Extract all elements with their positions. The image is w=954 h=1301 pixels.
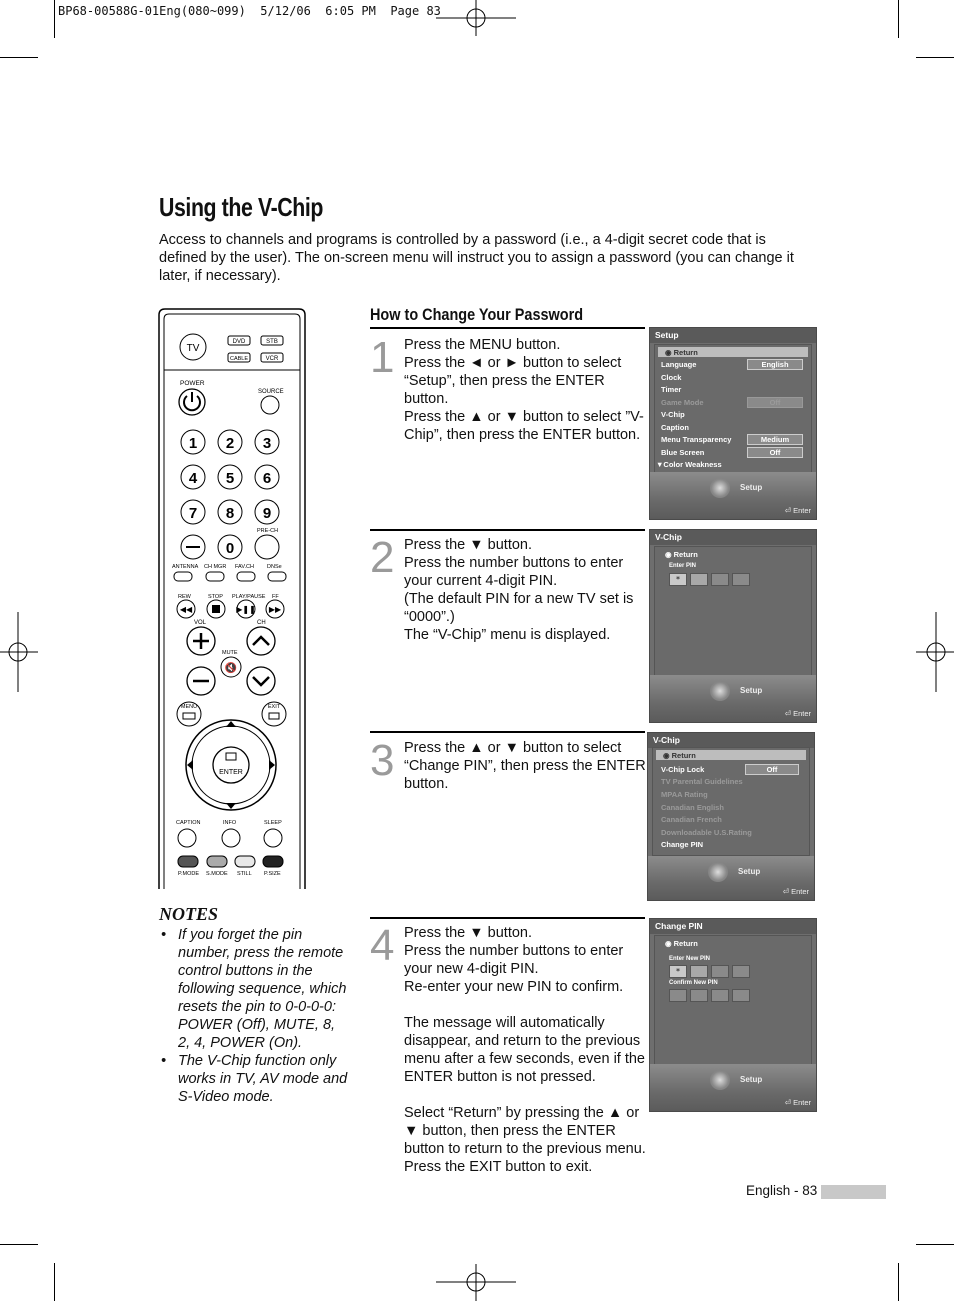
note-item: • If you forget the pin number, press the remote control buttons in the following sequence, which resets the pin to 0-0-0-0: POWER (Off), MUTE, 8, 2, 4, POWER (On).	[159, 926, 349, 1052]
step-2-line: (The default PIN for a new TV set is “0000”.)	[404, 591, 634, 625]
step-4-spacer	[404, 996, 649, 1014]
digit-label: 0	[225, 540, 235, 557]
ff-label: FF	[272, 594, 279, 600]
new-pin-digit-2[interactable]	[690, 965, 708, 978]
step-1-line: Press the MENU button.	[404, 337, 561, 353]
osd-menu-panel	[654, 546, 812, 678]
enter-label: Enter	[793, 506, 811, 515]
osd-footer	[650, 1064, 816, 1111]
setup-gear-icon	[710, 681, 730, 701]
stb-button[interactable]	[261, 336, 283, 345]
psize-label: P.SIZE	[264, 871, 281, 877]
value-language: English	[747, 359, 803, 370]
tv-button[interactable]	[180, 334, 206, 360]
step-1-number: 1	[370, 333, 395, 382]
enter-hint	[785, 1098, 811, 1107]
power-label: POWER	[180, 380, 205, 387]
dnse-label: DNSe	[267, 564, 282, 570]
step-2-number: 2	[370, 533, 395, 582]
menu-item-canadian-english: Canadian English	[661, 803, 724, 812]
still-label: STILL	[237, 871, 252, 877]
menu-item-menu-transparency[interactable]: Menu Transparency	[661, 435, 732, 444]
step-4-line: The message will automatically disappear, and return to the previous menu after a few seconds, even if the ENTER button is not pressed.	[404, 1015, 645, 1085]
osd-menu-panel	[654, 935, 812, 1067]
rew-icon: ◀◀	[179, 605, 193, 614]
menu-item-timer[interactable]: Timer	[661, 385, 682, 394]
chmgr-button[interactable]	[206, 572, 224, 581]
enter-label: Enter	[793, 1098, 811, 1107]
pin-label: Enter PIN	[669, 563, 697, 569]
cable-button[interactable]	[228, 353, 250, 362]
enter-icon: ⏎	[784, 506, 794, 515]
return-item[interactable]	[665, 348, 698, 357]
step-4-text	[404, 924, 649, 1176]
setup-gear-icon	[710, 478, 730, 498]
footer-label: Setup	[740, 483, 763, 492]
print-header: BP68-00588G-01Eng(080~099) 5/12/06 6:05 PM Page 83	[58, 4, 441, 18]
setup-gear-icon	[708, 862, 728, 882]
step-4-line: Re-enter your new PIN to confirm.	[404, 979, 624, 995]
osd-title: V-Chip	[650, 530, 816, 545]
vol-label: VOL	[194, 620, 207, 626]
digit-label: 3	[262, 435, 272, 452]
return-icon: ◉	[665, 550, 674, 559]
digit-label: 5	[225, 470, 235, 487]
osd-title: Change PIN	[650, 919, 816, 934]
enter-button[interactable]	[213, 747, 249, 783]
confirm-pin-digit-1[interactable]	[669, 989, 687, 1002]
mute-label: MUTE	[222, 650, 238, 656]
stop-label: STOP	[208, 594, 223, 600]
enter-label: ENTER	[219, 769, 243, 776]
step-2-rule	[370, 529, 645, 531]
notes-title: NOTES	[159, 904, 219, 924]
step-3-rule	[370, 731, 645, 733]
prech-label: PRE-CH	[257, 528, 279, 534]
menu-item-blue-screen[interactable]: Blue Screen	[661, 448, 705, 457]
menu-item-clock[interactable]: Clock	[661, 373, 682, 382]
return-label: Return	[673, 348, 698, 357]
menu-item-caption[interactable]: Caption	[661, 423, 689, 432]
ff-icon: ▶▶	[268, 605, 282, 614]
enter-label: Enter	[793, 709, 811, 718]
exit-label: EXIT	[267, 704, 281, 710]
confirm-pin-digit-2[interactable]	[690, 989, 708, 1002]
smode-button[interactable]	[207, 856, 227, 867]
step-2-text	[404, 536, 649, 644]
chmgr-label: CH MGR	[204, 564, 227, 570]
osd-footer	[650, 675, 816, 722]
menu-button[interactable]	[177, 702, 201, 726]
dnse-button[interactable]	[268, 572, 286, 581]
return-item[interactable]	[665, 939, 698, 948]
return-label: Return	[671, 751, 696, 760]
enter-hint	[785, 709, 811, 718]
step-4-rule	[370, 917, 645, 919]
tv-label: TV	[186, 343, 200, 354]
osd-title: V-Chip	[648, 733, 814, 748]
osd-setup-screen	[649, 327, 817, 520]
menu-item-mpaa: MPAA Rating	[661, 790, 708, 799]
enter-label: Enter	[791, 887, 809, 896]
psize-button[interactable]	[263, 856, 283, 867]
osd-change-pin-screen	[649, 918, 817, 1112]
menu-item-language[interactable]: Language	[661, 360, 697, 369]
step-1-text	[404, 336, 649, 444]
section-title: How to Change Your Password	[370, 305, 584, 324]
osd-vchip-menu-screen	[647, 732, 815, 901]
step-1-rule	[370, 327, 645, 329]
digit-label: 9	[262, 505, 272, 522]
enter-hint	[783, 887, 809, 896]
step-4-line: Press the ▼ button.	[404, 925, 533, 941]
digit-label: 4	[188, 470, 198, 487]
value-vchip-lock: Off	[745, 764, 799, 775]
mute-button[interactable]	[221, 657, 241, 677]
osd-vchip-pin-screen	[649, 529, 817, 723]
digit-label: 6	[262, 470, 272, 487]
vcr-button[interactable]	[261, 353, 283, 362]
enter-icon: ⏎	[784, 709, 794, 718]
rew-label: REW	[178, 594, 191, 600]
pin-digit-3[interactable]	[711, 573, 729, 586]
step-1-line: Press the ▲ or ▼ button to select ”V-Chip”, then press the ENTER button.	[404, 409, 644, 443]
menu-item-vchip[interactable]: V-Chip	[661, 410, 685, 419]
dvd-label: DVD	[232, 339, 246, 345]
osd-menu-panel	[654, 344, 812, 474]
info-button[interactable]	[222, 829, 240, 847]
cable-label: CABLE	[229, 356, 249, 362]
antenna-label: ANTENNA	[172, 564, 199, 570]
caption-label: CAPTION	[176, 820, 201, 826]
notes-list	[159, 926, 349, 1106]
info-label: INFO	[223, 820, 237, 826]
mute-icon: 🔇	[224, 663, 238, 674]
playpause-icon: ▶❚❚	[236, 605, 256, 614]
enter-hint	[785, 506, 811, 515]
enter-icon: ⏎	[782, 887, 792, 896]
prech-button[interactable]	[255, 535, 279, 559]
return-item[interactable]	[665, 550, 698, 559]
footer-bar	[821, 1185, 886, 1199]
pmode-button[interactable]	[178, 856, 198, 867]
footer-label: Setup	[740, 686, 763, 695]
confirm-pin-digit-3[interactable]	[711, 989, 729, 1002]
step-4-line: Press the EXIT button to exit.	[404, 1159, 593, 1175]
dvd-button[interactable]	[228, 336, 250, 345]
return-label: Return	[673, 550, 698, 559]
exit-button[interactable]	[262, 702, 286, 726]
sleep-button[interactable]	[264, 829, 282, 847]
menu-item-canadian-french: Canadian French	[661, 815, 722, 824]
sleep-label: SLEEP	[264, 820, 282, 826]
osd-footer	[648, 856, 814, 900]
favch-label: FAV.CH	[235, 564, 254, 570]
step-3-line: Press the ▲ or ▼ button to select “Change PIN”, then press the ENTER button.	[404, 740, 646, 792]
remote-control-illustration	[157, 307, 307, 889]
digit-label: 2	[225, 435, 235, 452]
step-4-line: Press the number buttons to enter your new 4-digit PIN.	[404, 943, 624, 977]
smode-label: S.MODE	[206, 871, 228, 877]
setup-gear-icon	[710, 1070, 730, 1090]
source-button[interactable]	[261, 396, 279, 414]
osd-footer	[650, 472, 816, 519]
page-number: English - 83	[746, 1183, 818, 1198]
stop-icon	[212, 605, 220, 613]
osd-menu-panel	[652, 747, 810, 856]
step-2-line: Press the number buttons to enter your current 4-digit PIN.	[404, 555, 624, 589]
value-menu-transparency: Medium	[747, 434, 803, 445]
value-game-mode: Off	[747, 397, 803, 408]
note-item: • The V-Chip function only works in TV, AV mode and S-Video mode.	[159, 1052, 349, 1106]
playpause-label: PLAY/PAUSE	[232, 594, 266, 600]
return-item[interactable]	[663, 751, 696, 760]
still-button[interactable]	[235, 856, 255, 867]
antenna-button[interactable]	[174, 572, 192, 581]
return-icon: ◉	[665, 939, 674, 948]
ch-up-button[interactable]	[247, 627, 275, 655]
value-blue-screen: Off	[747, 447, 803, 458]
step-4-number: 4	[370, 921, 395, 970]
vol-down-button[interactable]	[187, 667, 215, 695]
step-2-line: The “V-Chip” menu is displayed.	[404, 627, 611, 643]
vcr-label: VCR	[265, 356, 279, 362]
menu-item-downloadable: Downloadable U.S.Rating	[661, 828, 752, 837]
step-3-number: 3	[370, 736, 395, 785]
menu-item-tv-parental: TV Parental Guidelines	[661, 777, 743, 786]
power-button[interactable]	[179, 389, 205, 415]
step-1-line: Press the ◄ or ► button to select “Setup”, then press the ENTER button.	[404, 355, 622, 407]
ch-down-button[interactable]	[247, 667, 275, 695]
new-pin-digit-4[interactable]	[732, 965, 750, 978]
pin-digit-2[interactable]	[690, 573, 708, 586]
intro-paragraph: Access to channels and programs is controlled by a password (i.e., a 4-digit secret code that is defined by the user). The on-screen menu will instruct you to assign a password (you can change it later, if necessary).	[159, 232, 794, 284]
new-pin-digit-1[interactable]: *	[669, 965, 687, 978]
confirm-pin-digit-4[interactable]	[732, 989, 750, 1002]
enter-icon: ⏎	[784, 1098, 794, 1107]
stb-label: STB	[266, 339, 278, 345]
menu-label: MENU	[180, 704, 198, 710]
bottom-labels	[176, 820, 282, 826]
pin-digit-4[interactable]	[732, 573, 750, 586]
digit-label: 7	[188, 505, 198, 522]
source-label: SOURCE	[258, 389, 284, 395]
step-4-line: Select “Return” by pressing the ▲ or ▼ button, then press the ENTER button to return to the previous menu.	[404, 1105, 646, 1157]
new-pin-digit-3[interactable]	[711, 965, 729, 978]
ch-label: CH	[257, 620, 266, 626]
pmode-label: P.MODE	[178, 871, 199, 877]
return-icon: ◉	[663, 751, 672, 760]
pin-digit-1[interactable]: *	[669, 573, 687, 586]
vol-up-button[interactable]	[187, 627, 215, 655]
footer-label: Setup	[740, 1075, 763, 1084]
osd-title: Setup	[650, 328, 816, 343]
menu-item-vchip-lock[interactable]: V-Chip Lock	[661, 765, 705, 774]
favch-button[interactable]	[237, 572, 255, 581]
digit-label: 8	[225, 505, 235, 522]
menu-item-change-pin[interactable]: Change PIN	[661, 840, 704, 849]
step-3-text	[404, 739, 649, 793]
page-title: Using the V-Chip	[159, 192, 323, 222]
new-pin-label: Enter New PIN	[669, 956, 711, 962]
confirm-pin-label: Confirm New PIN	[669, 980, 718, 986]
step-2-line: Press the ▼ button.	[404, 537, 533, 553]
menu-item-game-mode: Game Mode	[661, 398, 704, 407]
return-label: Return	[673, 939, 698, 948]
digit-label: 1	[188, 435, 198, 452]
step-4-spacer	[404, 1086, 649, 1104]
footer-label: Setup	[738, 867, 761, 876]
caption-button[interactable]	[178, 829, 196, 847]
return-icon: ◉	[665, 348, 674, 357]
menu-item-color-weakness[interactable]: ▼Color Weakness	[656, 460, 722, 469]
